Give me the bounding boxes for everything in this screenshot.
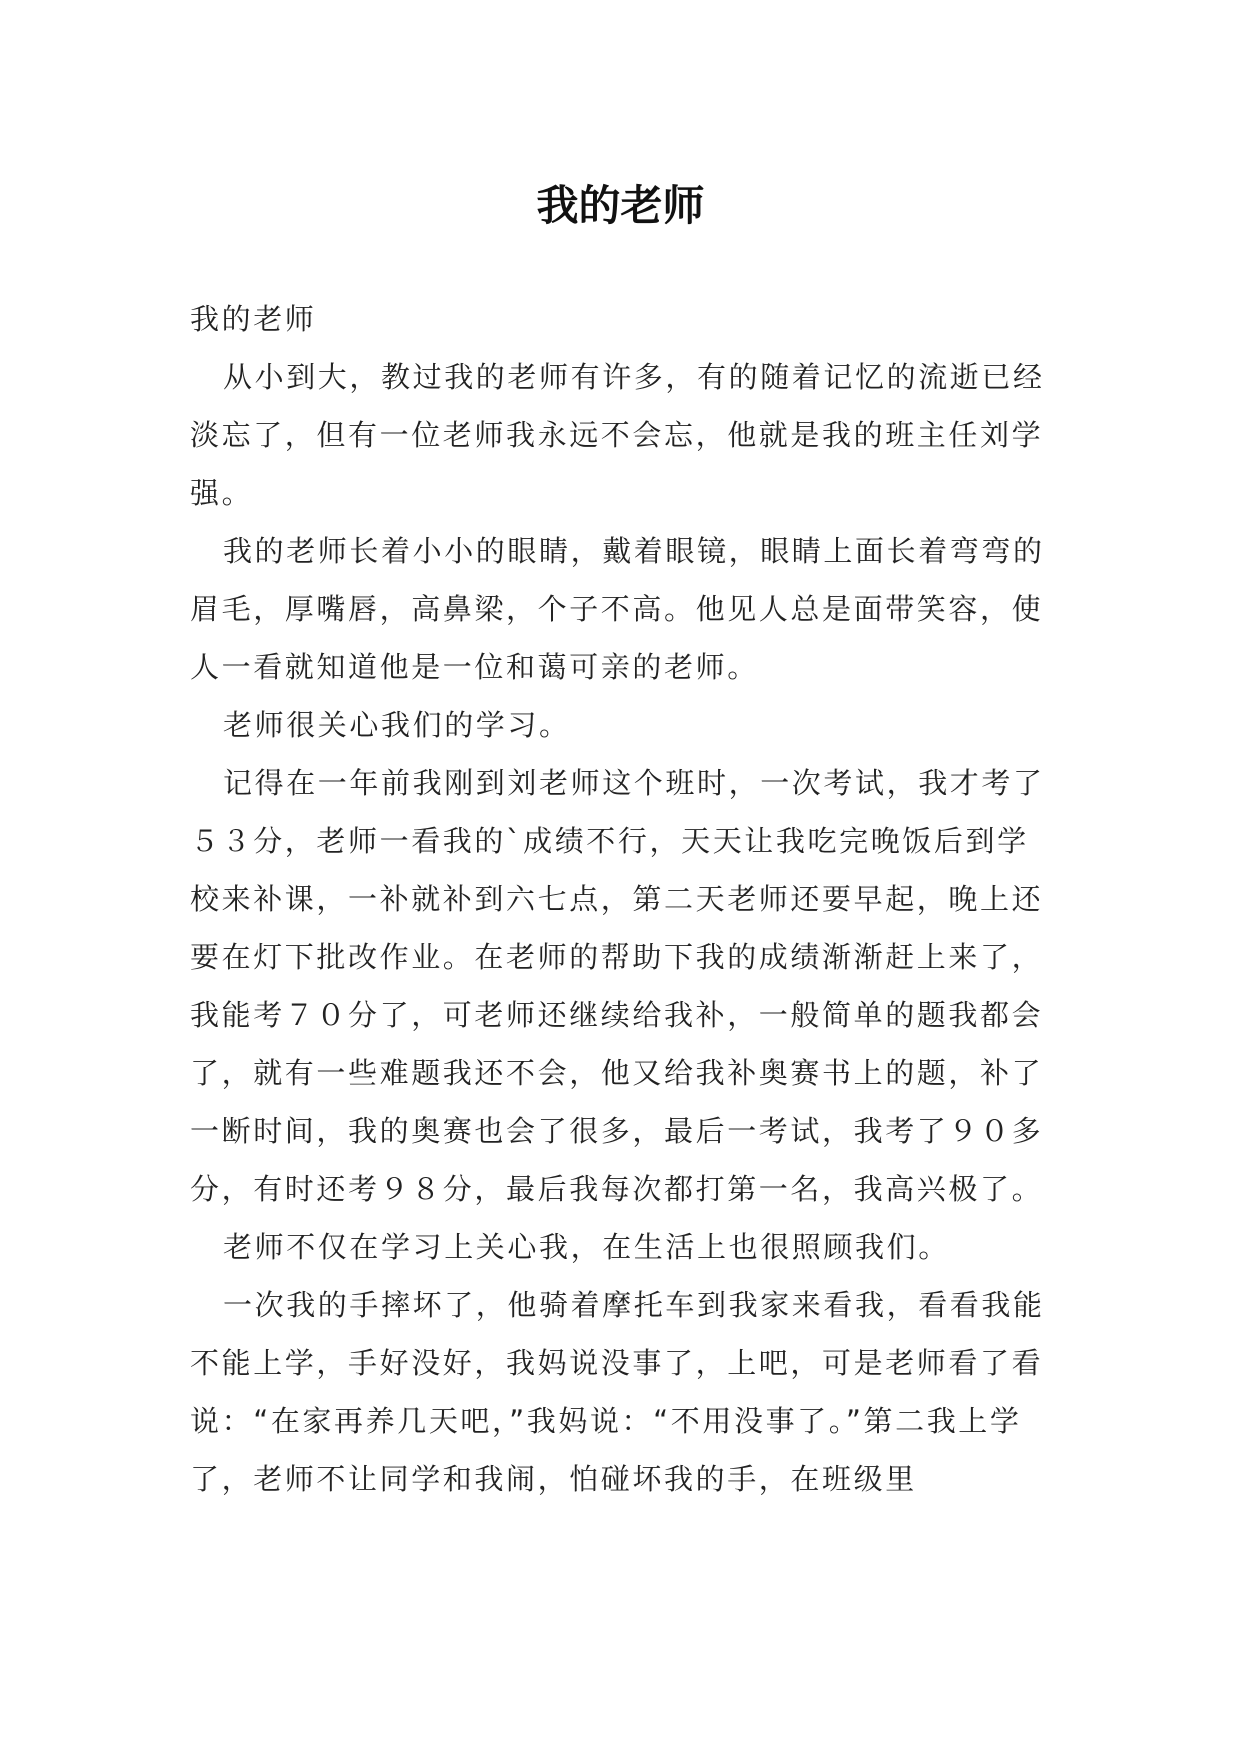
paragraph: 从小到大，教过我的老师有许多，有的随着记忆的流逝已经淡忘了，但有一位老师我永远不会忘，他就是我的班主任刘学强。	[190, 360, 1045, 510]
paragraph: 一次我的手摔坏了，他骑着摩托车到我家来看我，看看我能不能上学，手好没好，我妈说没事了，上吧，可是老师看了看说：“在家再养几天吧，”我妈说：“不用没事了。”第二我上学了，老师不让同学和我闹，怕碰坏我的手，在班级里	[190, 1288, 1045, 1496]
paragraph: 老师不仅在学习上关心我，在生活上也很照顾我们。	[223, 1230, 950, 1264]
document-body	[190, 290, 1050, 1508]
document-title: 我的老师	[536, 181, 705, 231]
paragraph-heading: 我的老师	[190, 302, 317, 336]
paragraph: 我的老师长着小小的眼睛，戴着眼镜，眼睛上面长着弯弯的眉毛，厚嘴唇，高鼻梁，个子不高。他见人总是面带笑容，使人一看就知道他是一位和蔼可亲的老师。	[190, 534, 1045, 684]
paragraph: 记得在一年前我刚到刘老师这个班时，一次考试，我才考了５３分，老师一看我的`成绩不行，天天让我吃完晚饭后到学校来补课，一补就补到六七点，第二天老师还要早起，晚上还要在灯下批改作业。在老师的帮助下我的成绩渐渐赶上来了，我能考７０分了，可老师还继续给我补，一般简单的题我都会了，就有一些难题我还不会，他又给我补奥赛书上的题，补了一断时间，我的奥赛也会了很多，最后一考试，我考了９０多分，有时还考９８分，最后我每次都打第一名，我高兴极了。	[190, 766, 1045, 1206]
paragraph: 老师很关心我们的学习。	[223, 708, 571, 742]
